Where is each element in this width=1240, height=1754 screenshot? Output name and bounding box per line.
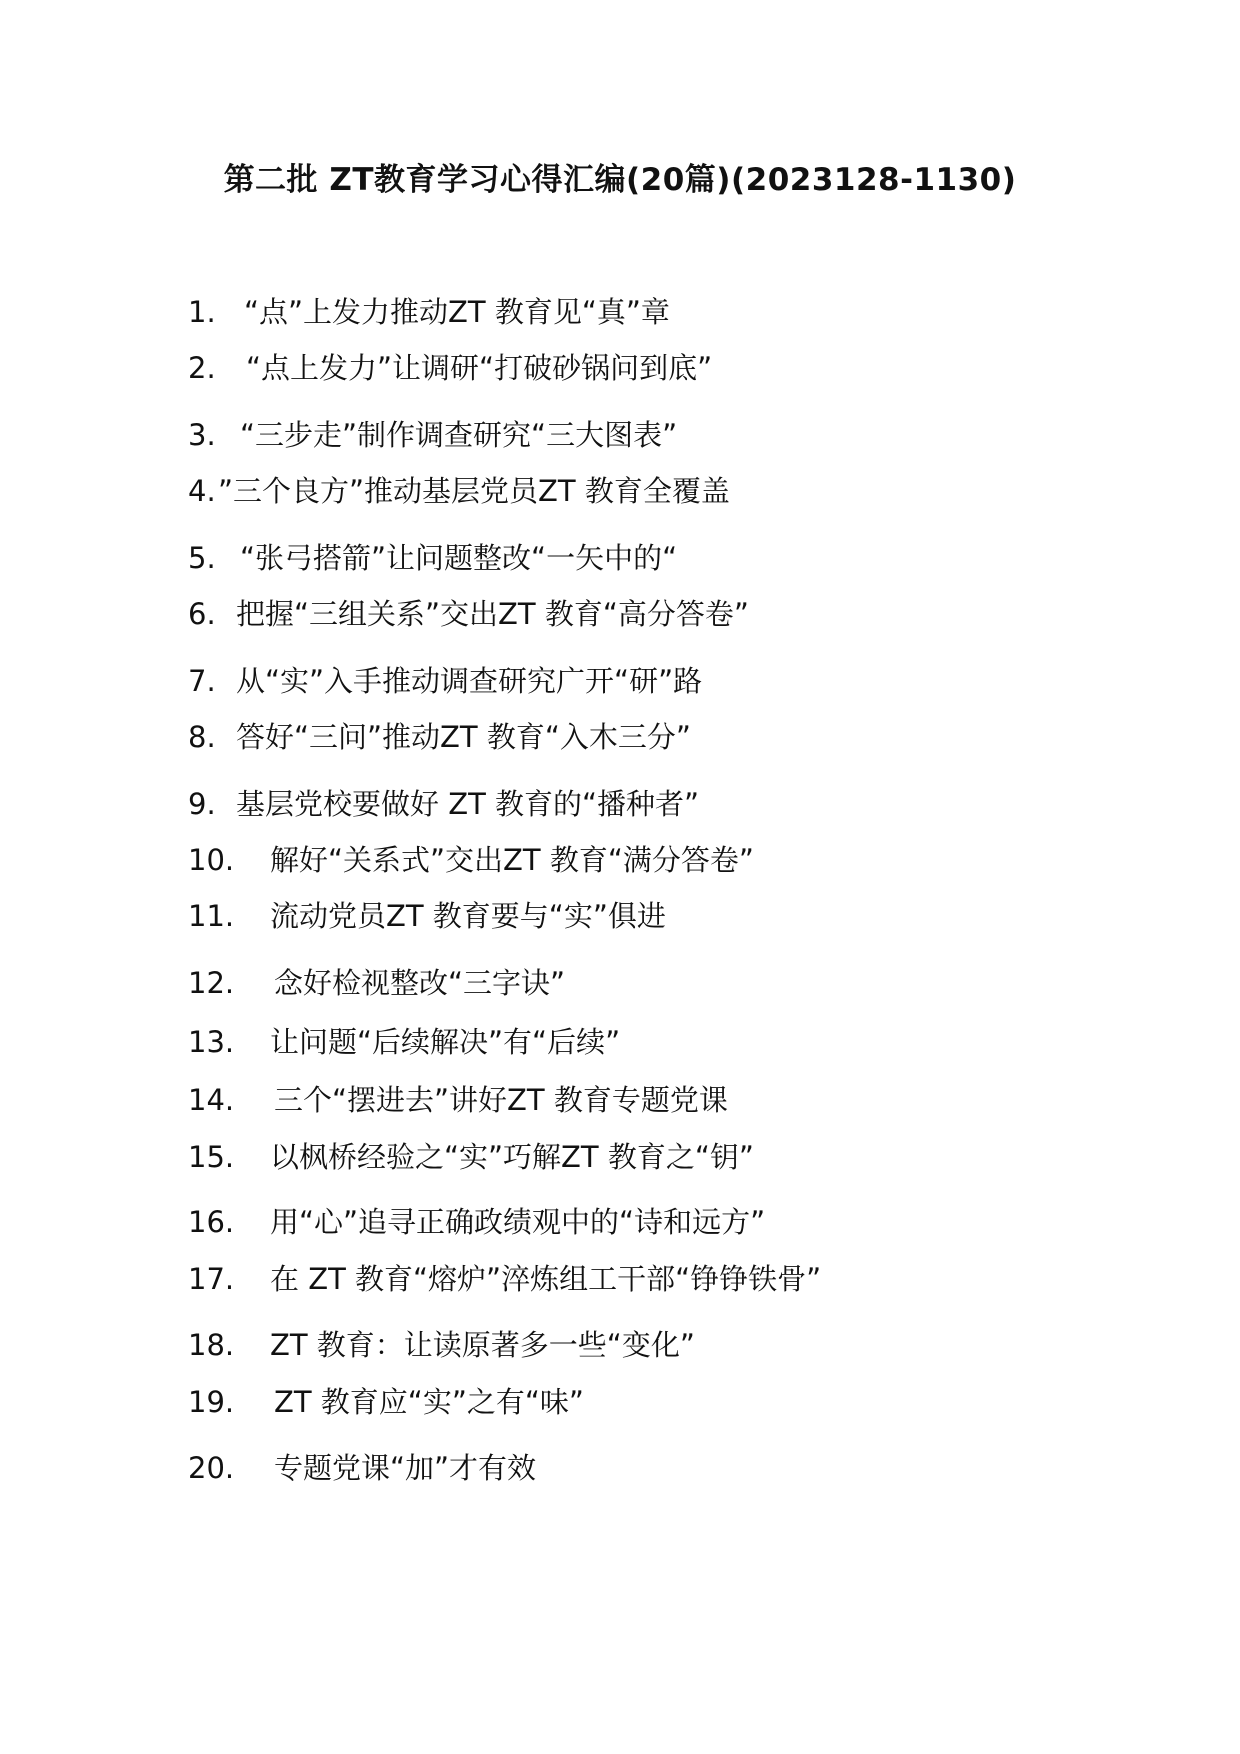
- toc-item-title: “点”上发力推动ZT 教育见“真”章: [244, 295, 670, 329]
- toc-item-number: 4.: [188, 474, 216, 508]
- toc-item-number: 20.: [188, 1451, 235, 1485]
- toc-item-number: 3.: [188, 418, 216, 452]
- toc-item-title: 让问题“后续解决”有“后续”: [270, 1025, 621, 1059]
- toc-item-number: 5.: [188, 541, 216, 575]
- toc-item: [188, 536, 677, 580]
- toc-item: [188, 961, 565, 1005]
- toc-item-number: 13.: [188, 1025, 235, 1059]
- toc-item-title: ZT 教育：让读原著多一些“变化”: [270, 1328, 695, 1362]
- toc-item-title: 三个“摆进去”讲好ZT 教育专题党课: [274, 1083, 728, 1117]
- toc-item: [188, 1323, 695, 1367]
- toc-item-title: “点上发力”让调研“打破砂锅问到底”: [246, 351, 713, 385]
- toc-item: [188, 838, 754, 882]
- toc-item-number: 16.: [188, 1205, 235, 1239]
- toc-item: [188, 715, 691, 759]
- toc-item-number: 11.: [188, 899, 235, 933]
- toc-item-number: 12.: [188, 966, 235, 1000]
- toc-item-title: 在 ZT 教育“熔炉”淬炼组工干部“铮铮铁骨”: [270, 1262, 822, 1296]
- toc-item-number: 18.: [188, 1328, 235, 1362]
- toc-item-title: 从“实”入手推动调查研究广开“研”路: [236, 664, 703, 698]
- toc-item-title: “三步走”制作调查研究“三大图表”: [240, 418, 678, 452]
- toc-item-number: 17.: [188, 1262, 235, 1296]
- toc-item-number: 9.: [188, 787, 216, 821]
- toc-item-number: 6.: [188, 597, 216, 631]
- toc-item-title: ZT 教育应“实”之有“味”: [274, 1385, 584, 1419]
- toc-item: [188, 1446, 536, 1490]
- toc-item-title: 以枫桥经验之“实”巧解ZT 教育之“钥”: [270, 1140, 754, 1174]
- toc-item: [188, 290, 670, 334]
- toc-item-title: 念好检视整改“三字诀”: [274, 966, 566, 1000]
- toc-item: [188, 1135, 754, 1179]
- toc-item-number: 10.: [188, 843, 235, 877]
- toc-item: [188, 346, 712, 390]
- toc-item: [188, 1020, 620, 1064]
- toc-item-title: ”三个良方”推动基层党员ZT 教育全覆盖: [218, 474, 730, 508]
- toc-item: [188, 1257, 821, 1301]
- toc-item-number: 15.: [188, 1140, 235, 1174]
- toc-item: [188, 1200, 765, 1244]
- toc-item: [188, 782, 699, 826]
- toc-item: [188, 1078, 728, 1122]
- toc-item-number: 14.: [188, 1083, 235, 1117]
- toc-item-number: 2.: [188, 351, 216, 385]
- toc-item: [188, 592, 749, 636]
- toc-item-number: 8.: [188, 720, 216, 754]
- toc-item: [188, 894, 666, 938]
- toc-item: [188, 659, 702, 703]
- toc-item-number: 1.: [188, 295, 216, 329]
- toc-item-title: 基层党校要做好 ZT 教育的“播种者”: [236, 787, 700, 821]
- toc-item-number: 19.: [188, 1385, 235, 1419]
- toc-item-title: 流动党员ZT 教育要与“实”俱进: [270, 899, 666, 933]
- toc-item-title: 把握“三组关系”交出ZT 教育“高分答卷”: [236, 597, 749, 631]
- toc-item: [188, 1380, 584, 1424]
- toc-item-title: 解好“关系式”交出ZT 教育“满分答卷”: [270, 843, 754, 877]
- toc-item-title: “张弓搭箭”让问题整改“一矢中的“: [240, 541, 678, 575]
- toc-item: [188, 413, 677, 457]
- toc-item: [188, 469, 730, 513]
- document-title: 第二批 ZT教育学习心得汇编(20篇)(2023128-1130): [223, 162, 1017, 198]
- toc-item-title: 用“心”追寻正确政绩观中的“诗和远方”: [270, 1205, 766, 1239]
- toc-item-title: 答好“三问”推动ZT 教育“入木三分”: [236, 720, 691, 754]
- toc-item-number: 7.: [188, 664, 216, 698]
- toc-item-title: 专题党课“加”才有效: [274, 1451, 537, 1485]
